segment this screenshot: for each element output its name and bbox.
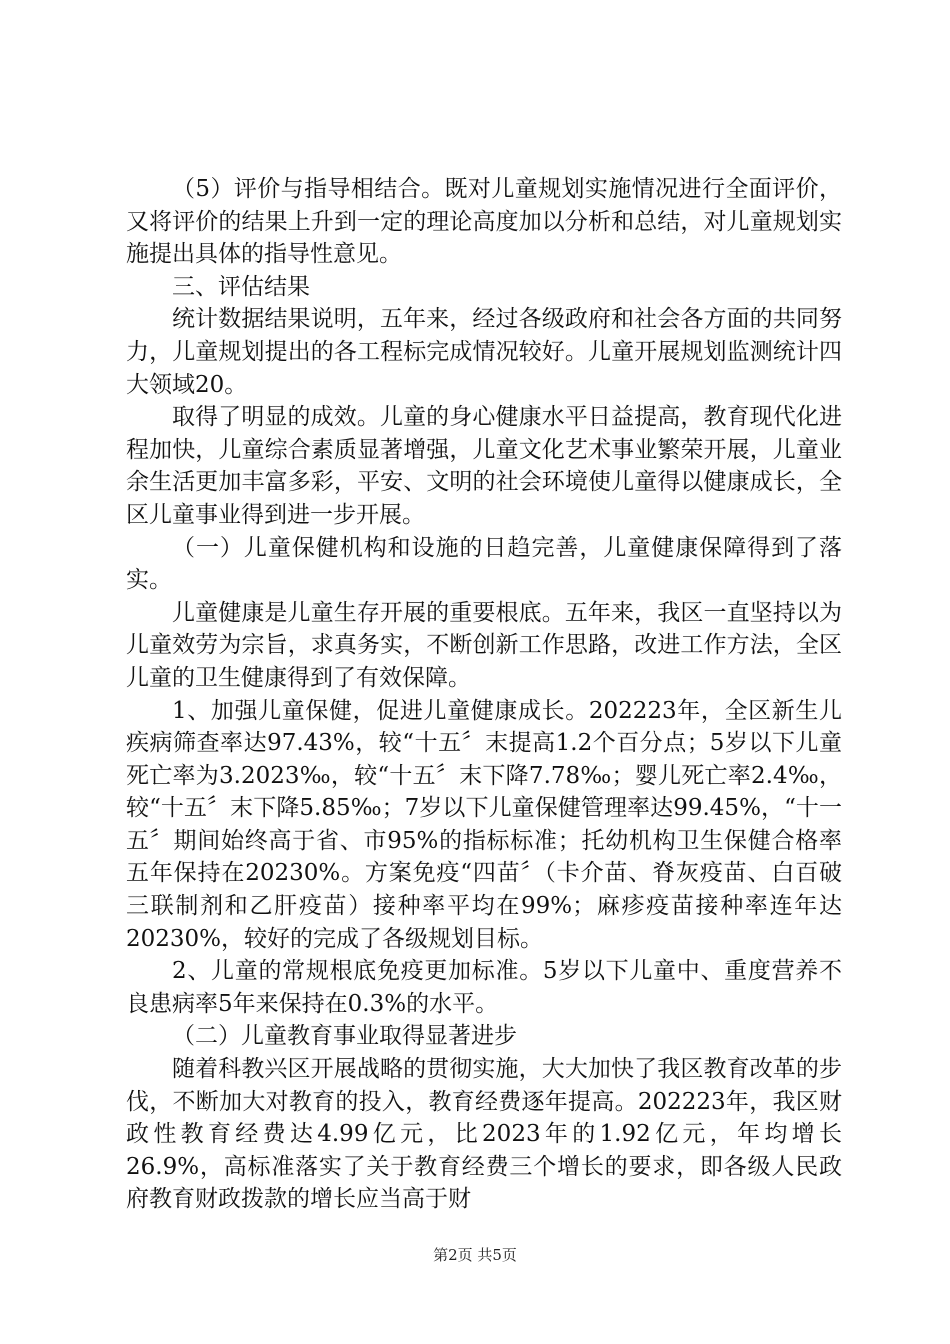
document-body xyxy=(126,173,842,1216)
subheading-health-institutions: （一）儿童保健机构和设施的日趋完善，儿童健康保障得到了落实。 xyxy=(126,534,842,594)
paragraph-immunization: 2、儿童的常规根底免疫更加标准。5岁以下儿童中、重度营养不良患病率5年来保持在0.3%的水平。 xyxy=(126,958,842,1017)
paragraph-child-care: 1、加强儿童保健，促进儿童健康成长。202223年，全区新生儿疾病筛查率达97.43%，较“十五〞末提高1.2个百分点；5岁以下儿童死亡率为3.2023‰，较“十五〞末下降7.78‰；婴儿死亡率2.4‰，较“十五〞末下降5.85‰；7岁以下儿童保健管理率达99.45%，“十一五〞期间始终高于省、市95%的指标标准；托幼机构卫生保健合格率五年保持在20230%。方案免疫“四苗〞（卡介苗、脊灰疫苗、白百破三联制剂和乙肝疫苗）接种率平均在99%；麻疹疫苗接种率连年达20230%，较好的完成了各级规划目标。 xyxy=(126,697,842,952)
paragraph-evaluation-guidance: （5）评价与指导相结合。既对儿童规划实施情况进行全面评价，又将评价的结果上升到一定的理论高度加以分析和总结，对儿童规划实施提出具体的指导性意见。 xyxy=(126,176,842,268)
paragraph-education-funding: 随着科教兴区开展战略的贯彻实施，大大加快了我区教育改革的步伐，不断加大对教育的投入，教育经费逐年提高。202223年，我区财政性教育经费达4.99亿元，比2023年的1.92亿元，年均增长26.9%，高标准落实了关于教育经费三个增长的要求，即各级人民政府教育财政拨款的增长应当高于财 xyxy=(126,1056,842,1213)
paragraph-child-health: 儿童健康是儿童生存开展的重要根底。五年来，我区一直坚持以为儿童效劳为宗旨，求真务实，不断创新工作思路，改进工作方法，全区儿童的卫生健康得到了有效保障。 xyxy=(126,599,842,691)
paragraph-achievements: 取得了明显的成效。儿童的身心健康水平日益提高，教育现代化进程加快，儿童综合素质显著增强，儿童文化艺术事业繁荣开展，儿童业余生活更加丰富多彩，平安、文明的社会环境使儿童得以健康成长，全区儿童事业得到进一步开展。 xyxy=(126,404,842,528)
paragraph-statistics: 统计数据结果说明，五年来，经过各级政府和社会各方面的共同努力，儿童规划提出的各工程标完成情况较好。儿童开展规划监测统计四大领域20。 xyxy=(126,306,842,398)
page-footer: 第2页 共5页 xyxy=(433,1246,517,1264)
section-heading-results: 三、评估结果 xyxy=(172,273,310,300)
subheading-education: （二）儿童教育事业取得显著进步 xyxy=(172,1023,517,1050)
